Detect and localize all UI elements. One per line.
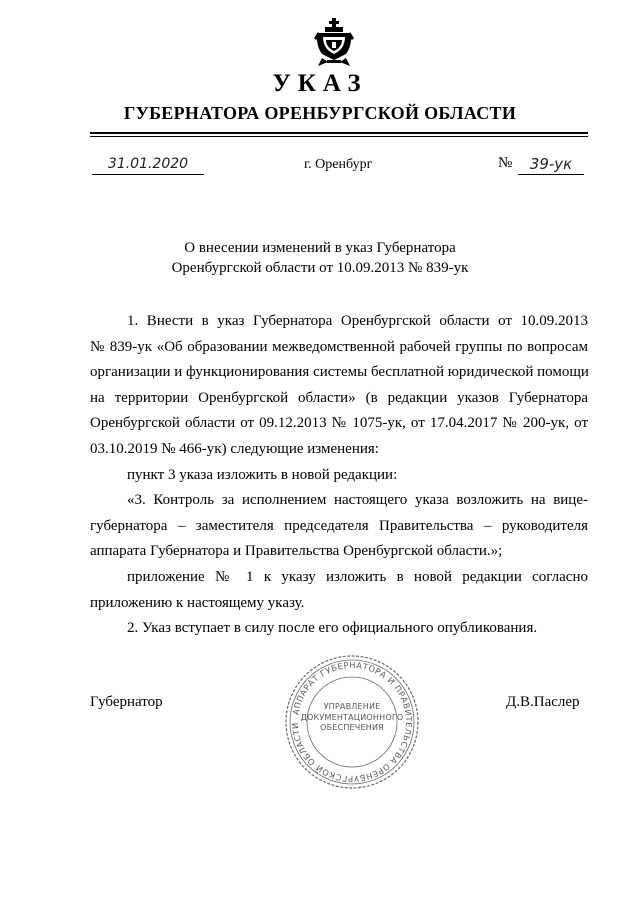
body-line: № 839-ук «Об образовании межведомственной рабочей группы по вопросам [90,338,588,355]
decree-number: 39-ук [518,154,584,175]
body-line: организации и функционирования системы бесплатной юридической помощи [90,364,589,381]
subject-line: О внесении изменений в указ Губернатора [184,240,456,256]
issuer-title: ГУБЕРНАТОРА ОРЕНБУРГСКОЙ ОБЛАСТИ [123,103,517,123]
body-line: 1. Внести в указ Губернатора Оренбургской области от 10.09.2013 [127,313,588,329]
body-line: «3. Контроль за исполнением настоящего указа возложить на вице- [127,492,588,509]
stamp-inner-text [298,702,406,734]
decree-subject [0,238,640,278]
decree-date: 31.01.2020 [92,155,204,175]
header-rule-thick [90,132,588,134]
body-line: 2. Указ вступает в силу после его официального опубликования. [127,620,538,637]
body-line: Оренбургской области от 09.12.2013 № 1075-ук, от 17.04.2017 № 200-ук, от [90,415,588,432]
body-line: губернатора – заместителя председателя Правительства – руководителя [90,517,588,534]
coat-of-arms-icon [312,14,356,68]
body-line: приложению к настоящему указу. [90,594,305,611]
stamp-inner-line: УПРАВЛЕНИЕ [323,702,381,711]
stamp-inner-line: ДОКУМЕНТАЦИОННОГО [300,712,404,722]
decree-title: УКАЗ [272,70,368,97]
body-line: аппарата Губернатора и Правительства Оренбургской области.»; [90,543,503,560]
stamp-inner-line: ОБЕСПЕЧЕНИЯ [320,723,384,732]
body-line: пункт 3 указа изложить в новой редакции: [127,466,398,483]
decree-city: г. Оренбург [304,157,373,172]
header-rule-thin [90,136,588,137]
subject-line: Оренбургской области от 10.09.2013 № 839-ук [171,260,469,276]
decree-number-label: № [498,155,513,171]
body-line: 03.10.2019 № 466-ук) следующие изменения: [90,440,379,457]
signer-name: Д.В.Паслер [506,694,580,710]
body-line: приложение № 1 к указу изложить в новой редакции согласно [127,568,588,585]
stamp-ring-text: АППАРАТ ГУБЕРНАТОРА И ПРАВИТЕЛЬСТВА ОРЕНБУРГСКОЙ ОБЛАСТИ [289,659,415,785]
body-line: на территории Оренбургской области» (в редакции указов Губернатора [90,389,588,406]
signer-position: Губернатор [90,694,163,710]
decree-body [90,309,588,642]
